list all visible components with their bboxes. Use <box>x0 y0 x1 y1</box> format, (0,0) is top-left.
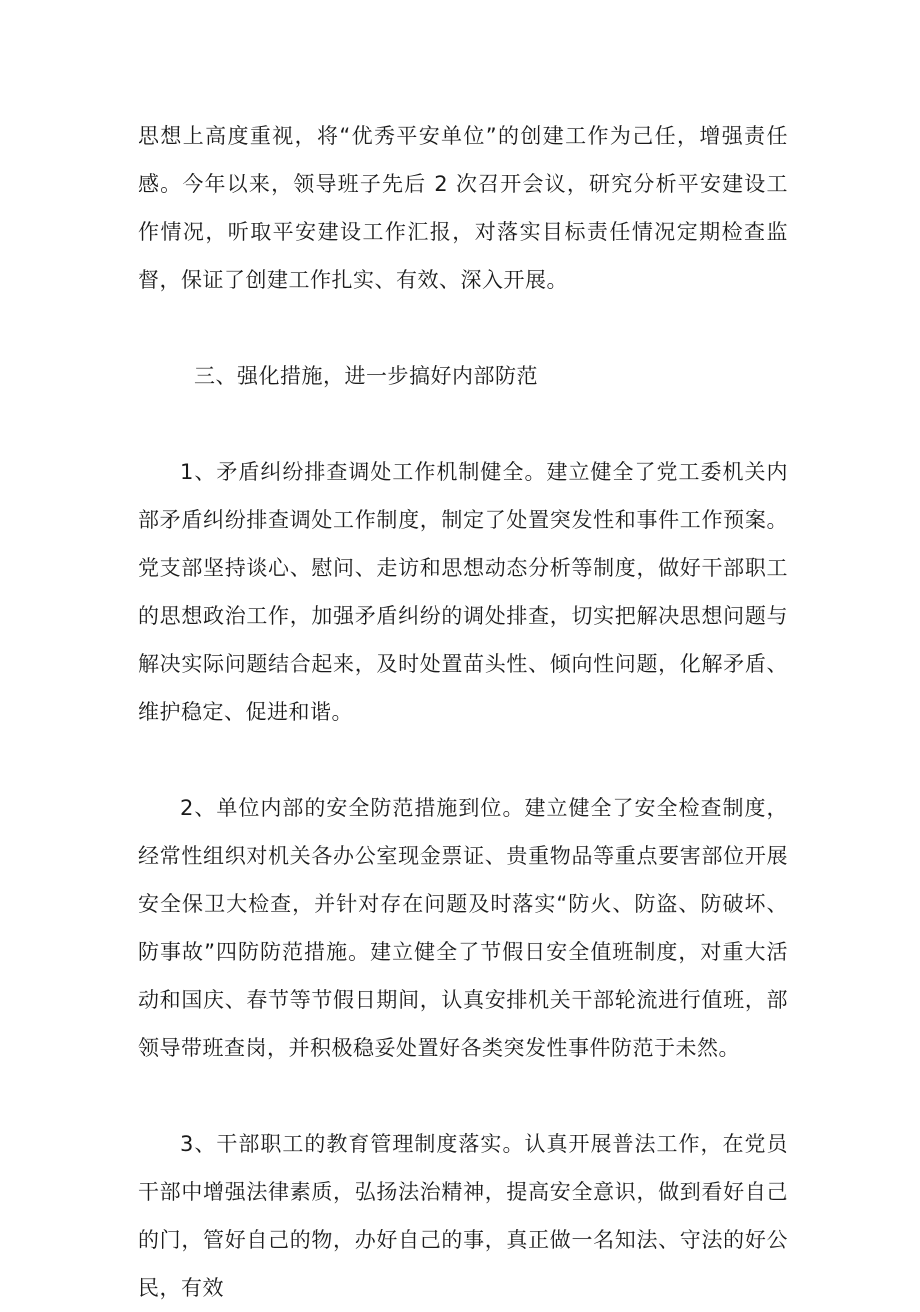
paragraph-continuation: 思想上高度重视，将“优秀平安单位”的创建工作为己任，增强责任感。今年以来，领导班子先后 2 次召开会议，研究分析平安建设工作情况，听取平安建设工作汇报，对落实目标责任情况定期检查监督，保证了创建工作扎实、有效、深入开展。 <box>138 124 788 292</box>
list-item-3: 3、干部职工的教育管理制度落实。认真开展普法工作，在党员干部中增强法律素质，弘扬法治精神，提高安全意识，做到看好自己的门，管好自己的物，办好自己的事，真正做一名知法、守法的好公民，有效 <box>138 1132 788 1300</box>
list-item-1: 1、矛盾纠纷排查调处工作机制健全。建立健全了党工委机关内部矛盾纠纷排查调处工作制度，制定了处置突发性和事件工作预案。党支部坚持谈心、慰问、走访和思想动态分析等制度，做好干部职工的思想政治工作，加强矛盾纠纷的调处排查，切实把解决思想问题与解决实际问题结合起来，及时处置苗头性、倾向性问题，化解矛盾、维护稳定、促进和谐。 <box>138 460 788 724</box>
document-body <box>138 112 788 1312</box>
list-item-2: 2、单位内部的安全防范措施到位。建立健全了安全检查制度，经常性组织对机关各办公室现金票证、贵重物品等重点要害部位开展安全保卫大检查，并针对存在问题及时落实“防火、防盗、防破坏、防事故”四防防范措施。建立健全了节假日安全值班制度，对重大活动和国庆、春节等节假日期间，认真安排机关干部轮流进行值班，部领导带班查岗，并积极稳妥处置好各类突发性事件防范于未然。 <box>138 796 788 1060</box>
section-heading: 三、强化措施，进一步搞好内部防范 <box>194 364 538 388</box>
